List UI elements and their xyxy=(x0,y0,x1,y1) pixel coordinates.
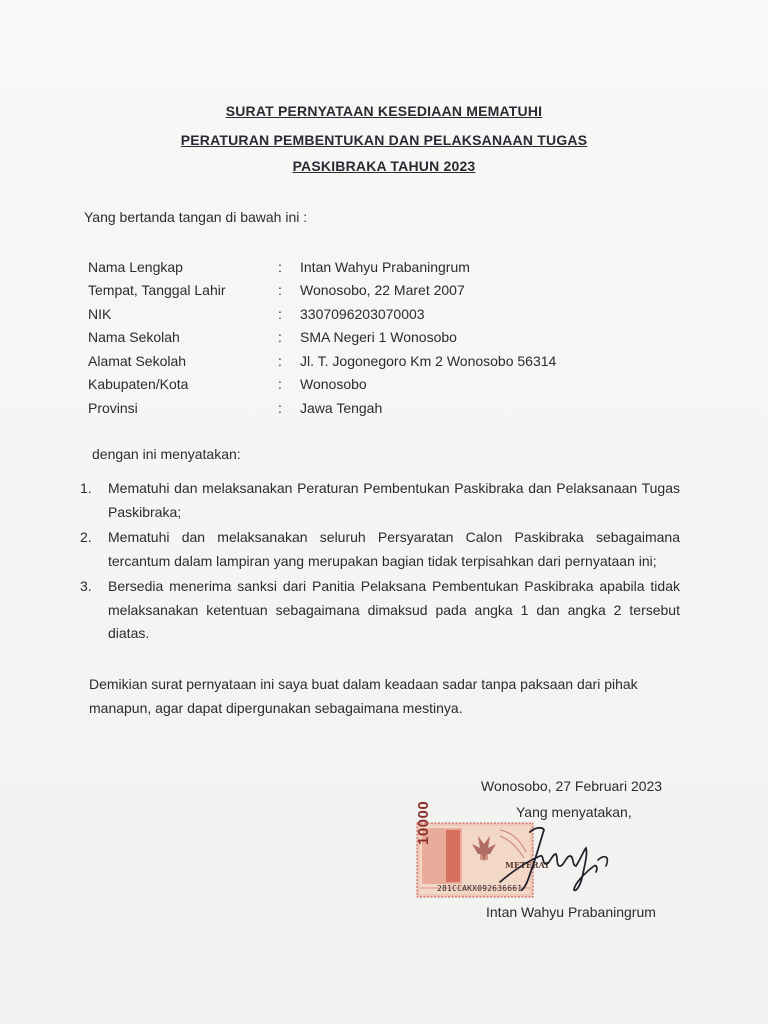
identity-colon: : xyxy=(278,282,282,299)
list-text: Mematuhi dan melaksanakan seluruh Persyaratan Calon Paskibraka sebagaimana tercantum dalam lampiran yang merupakan bagian tidak terpisahkan dari pernyataan ini; xyxy=(108,529,680,569)
identity-label: Nama Sekolah xyxy=(88,329,180,346)
list-number: 1. xyxy=(80,480,92,496)
list-text: Mematuhi dan melaksanakan Peraturan Pembentukan Paskibraka dan Pelaksanaan Tugas Paskibraka; xyxy=(108,480,680,520)
handwritten-signature xyxy=(470,820,620,910)
list-number: 3. xyxy=(80,578,92,594)
stamp-value: 10000 xyxy=(415,800,432,845)
list-item xyxy=(80,477,680,524)
identity-colon: : xyxy=(278,352,282,369)
closing-paragraph: Demikian surat pernyataan ini saya buat dalam keadaan sadar tanpa paksaan dari pihak manapun, agar dapat dipergunakan sebagaimana mestinya. xyxy=(89,676,638,716)
identity-value: Intan Wahyu Prabaningrum xyxy=(300,258,470,275)
identity-label: Nama Lengkap xyxy=(88,258,183,275)
identity-table xyxy=(88,255,556,420)
identity-label: Alamat Sekolah xyxy=(88,352,187,369)
identity-row-province xyxy=(88,396,556,420)
identity-row-birth xyxy=(88,279,556,303)
identity-value: Jl. T. Jogonegoro Km 2 Wonosobo 56314 xyxy=(300,352,557,369)
title-line-3: PASKIBRAKA TAHUN 2023 xyxy=(292,158,476,174)
identity-colon: : xyxy=(278,329,282,346)
declarer-label: Yang menyatakan, xyxy=(516,804,632,820)
identity-label: NIK xyxy=(88,305,112,322)
identity-value: 3307096203070003 xyxy=(300,305,425,322)
identity-row-name xyxy=(88,255,556,279)
identity-row-school-address xyxy=(88,349,556,373)
intro-text: Yang bertanda tangan di bawah ini : xyxy=(84,209,308,225)
identity-row-regency xyxy=(88,373,556,397)
identity-row-nik xyxy=(88,302,556,326)
signer-name: Intan Wahyu Prabaningrum xyxy=(486,904,656,920)
list-item xyxy=(80,526,680,573)
title-line-1: SURAT PERNYATAAN KESEDIAAN MEMATUHI xyxy=(225,103,543,119)
identity-row-school xyxy=(88,326,556,350)
title-line-2: PERATURAN PEMBENTUKAN DAN PELAKSANAAN TUGAS xyxy=(180,132,588,148)
stamp-serial: 281CCAKX092636661 xyxy=(437,884,523,893)
identity-value: Wonosobo, 22 Maret 2007 xyxy=(300,282,465,299)
identity-value: SMA Negeri 1 Wonosobo xyxy=(300,329,457,346)
list-text: Bersedia menerima sanksi dari Panitia Pelaksana Pembentukan Paskibraka apabila tidak melaksanakan ketentuan sebagaimana dimaksud pada angka 1 dan angka 2 tersebut diatas. xyxy=(108,578,680,641)
list-item xyxy=(80,575,680,646)
identity-colon: : xyxy=(278,399,282,416)
identity-colon: : xyxy=(278,258,282,275)
identity-value: Wonosobo xyxy=(300,376,367,393)
identity-value: Jawa Tengah xyxy=(300,399,383,416)
declaration-intro: dengan ini menyatakan: xyxy=(92,446,241,462)
identity-colon: : xyxy=(278,376,282,393)
identity-label: Provinsi xyxy=(88,399,138,416)
identity-colon: : xyxy=(278,305,282,322)
identity-label: Kabupaten/Kota xyxy=(88,376,189,393)
stamp-word: METERAI xyxy=(505,860,549,870)
place-date: Wonosobo, 27 Februari 2023 xyxy=(481,778,663,794)
statement-list xyxy=(80,477,680,648)
identity-label: Tempat, Tanggal Lahir xyxy=(88,282,226,299)
list-number: 2. xyxy=(80,529,92,545)
